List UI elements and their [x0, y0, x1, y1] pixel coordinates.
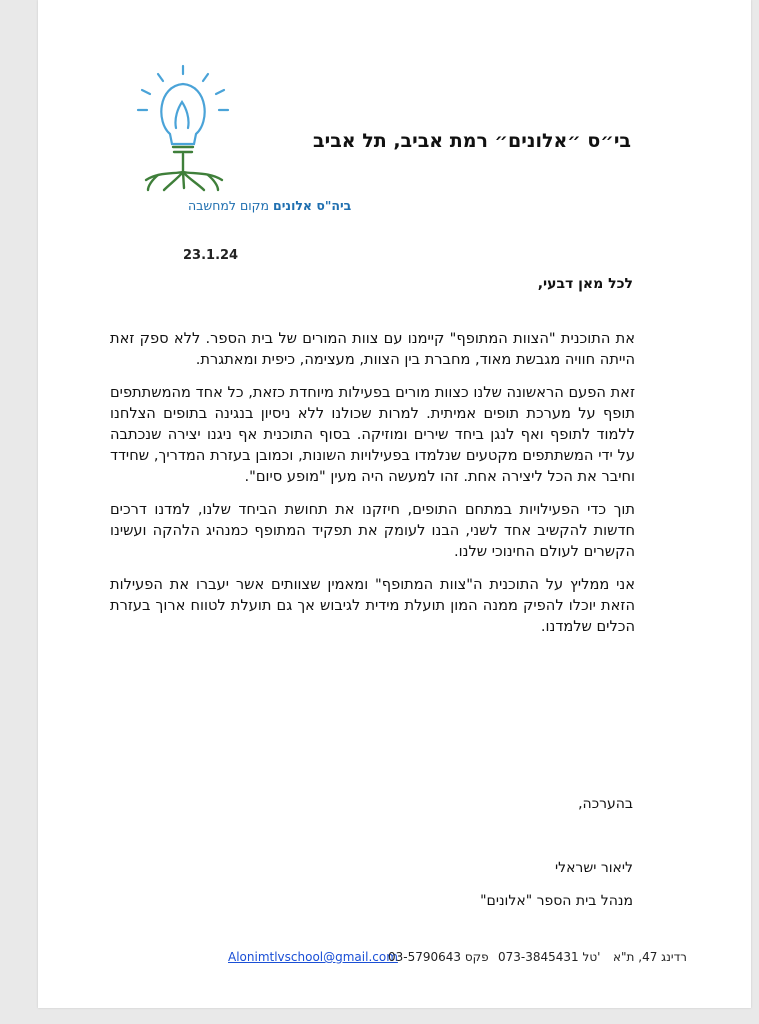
school-address: רדינג 47, ת"א [613, 950, 687, 964]
logo-caption-rest: מקום למחשבה [188, 198, 270, 213]
logo-caption [188, 198, 351, 213]
letter-closing: בהערכה, [578, 796, 633, 812]
phone-number: 073-3845431 טל' [498, 950, 601, 964]
letter-paragraph-1: את התוכנית "הצוות המתופף" קיימנו עם צוות המורים של בית הספר. ללא ספק זאת הייתה חוויה מגבשת מאוד, מחברת בין הצוות, מעצימה, כיפית ומאתגרת. [110, 330, 635, 368]
signer-role: מנהל בית הספר "אלונים" [480, 893, 633, 909]
letter-page [38, 0, 751, 1008]
email-link[interactable]: Alonimtlvschool@gmail.com [228, 950, 398, 964]
logo-caption-bold: ביה"ס אלונים [273, 198, 352, 213]
fax-number: 03-5790643 פקס [388, 950, 489, 964]
school-title: בי״ס ״אלונים״ רמת אביב, תל אביב [313, 130, 631, 152]
letter-greeting: לכל מאן דבעי, [537, 276, 633, 292]
letter-date: 23.1.24 [183, 248, 239, 263]
letter-body [110, 328, 635, 649]
letter-paragraph-4: אני ממליץ על התוכנית ה"צוות המתופף" ומאמין שצוותים אשר יעברו את הפעילות הזאת יוכלו להפיק ממנה המון תועלת מידית לגיבוש אך גם תועלת לטווח ארוך בעזרת הכלים שלמדנו. [110, 576, 635, 635]
signer-name: ליאור ישראלי [554, 860, 633, 876]
lightbulb-tree-logo [118, 62, 248, 192]
letter-paragraph-2: זאת הפעם הראשונה שלנו כצוות מורים בפעילות מיוחדת כזאת, כל אחד מהמשתתפים תופף על מערכת תופים אמיתית. למרות שכולנו ללא ניסיון בנגינה בתופים הצלחנו ללמוד לתופף ואף לנגן ביחד שירים ומוזיקה. בסוף התוכנית אף ניגנו יצירה שנכתבה על ידי המשתתפים מקטעים שנלמדו בפעילויות השונות, וכמובן בעזרת המדריך, שחידד וחיבר את הכל ליצירה אחת. זהו למעשה היה מעין "מופע סיום". [110, 384, 635, 485]
letter-paragraph-3: תוך כדי הפעילויות במתחם התופים, חיזקנו את תחושת הביחד שלנו, למדנו דרכים חדשות להקשיב אחד לשני, הבנו לעומק את תפקיד המתופף כמנהיג הלהקה ועשינו הקשרים לעולם החינוכי שלנו. [110, 501, 635, 560]
